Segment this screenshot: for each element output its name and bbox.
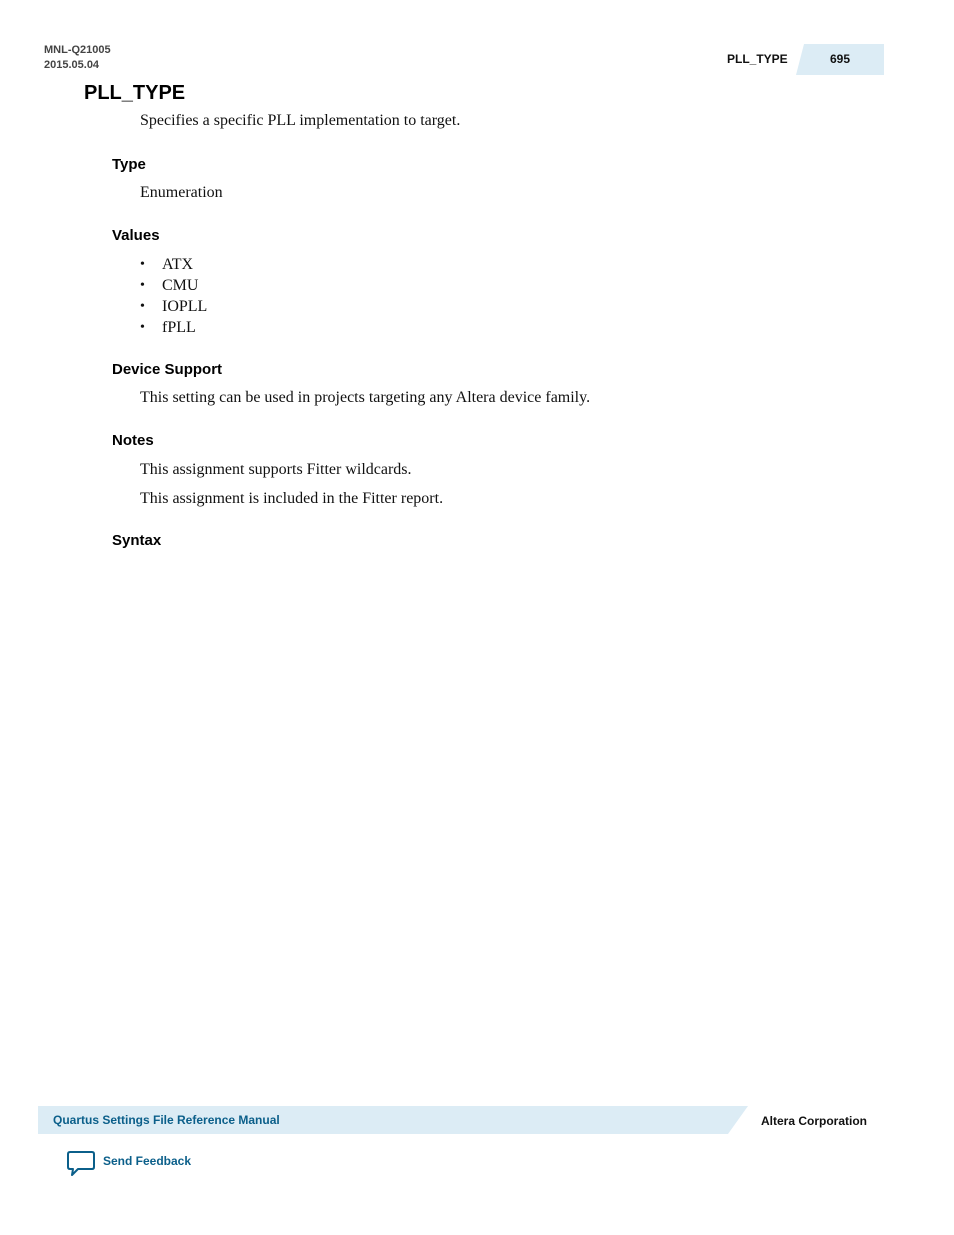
document-date: 2015.05.04 <box>44 59 100 71</box>
feedback-icon[interactable] <box>66 1150 96 1178</box>
bullet-icon: • <box>140 278 145 293</box>
description-text: Specifies a specific PLL implementation to target. <box>140 112 461 129</box>
page-number: 695 <box>829 52 851 66</box>
value-label: fPLL <box>162 319 196 336</box>
values-heading: Values <box>112 227 160 244</box>
list-item <box>140 254 207 275</box>
bullet-icon: • <box>140 320 145 335</box>
list-item <box>140 275 207 296</box>
send-feedback-link[interactable]: Send Feedback <box>103 1154 192 1168</box>
type-value: Enumeration <box>140 184 223 201</box>
note-text: This assignment is included in the Fitter report. <box>140 490 444 507</box>
value-label: CMU <box>162 277 199 294</box>
device-support-text: This setting can be used in projects targeting any Altera device family. <box>140 389 591 406</box>
bullet-icon: • <box>140 257 145 272</box>
footer-manual-title: Quartus Settings File Reference Manual <box>53 1113 280 1127</box>
value-label: IOPLL <box>162 298 208 315</box>
page-number-tab <box>796 44 884 75</box>
header-section-title: PLL_TYPE <box>727 52 788 66</box>
list-item <box>140 296 207 317</box>
type-heading: Type <box>112 156 146 173</box>
document-id-block <box>44 43 111 73</box>
page-title: PLL_TYPE <box>84 82 186 104</box>
note-text: This assignment supports Fitter wildcards. <box>140 461 412 478</box>
notes-heading: Notes <box>112 432 154 449</box>
syntax-heading: Syntax <box>112 532 162 549</box>
value-label: ATX <box>162 256 194 273</box>
footer-company: Altera Corporation <box>761 1114 868 1128</box>
values-list <box>140 254 207 338</box>
bullet-icon: • <box>140 299 145 314</box>
document-number: MNL-Q21005 <box>44 44 111 56</box>
list-item <box>140 317 207 338</box>
device-support-heading: Device Support <box>112 361 223 378</box>
